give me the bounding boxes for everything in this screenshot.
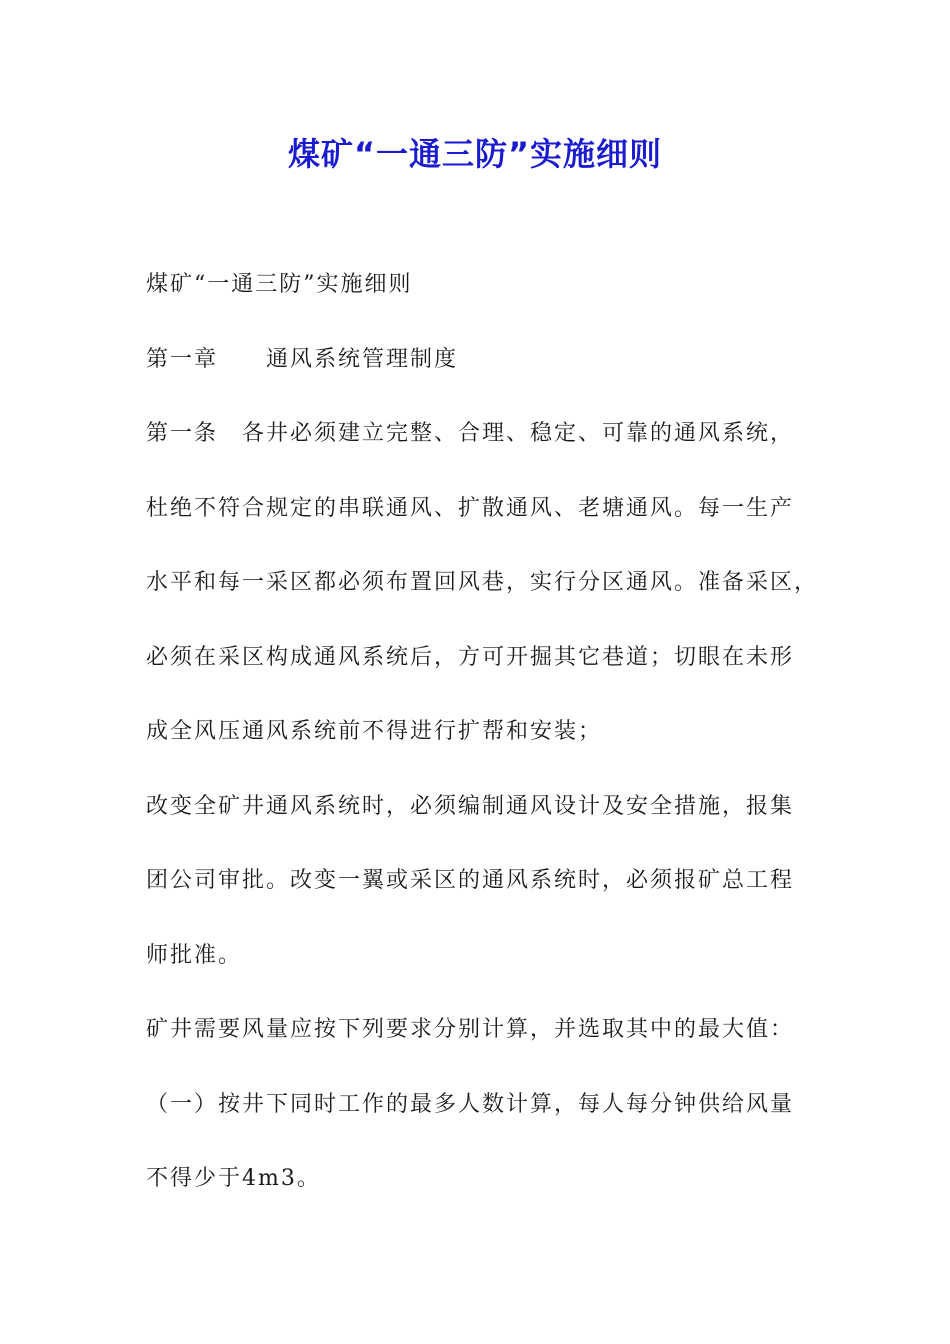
body-line: 师批准。 bbox=[146, 942, 243, 968]
document-title: 煤矿“一通三防”实施细则 bbox=[287, 135, 663, 173]
body-line: 水平和每一采区都必须布置回风巷，实行分区通风。准备采区， bbox=[146, 570, 819, 595]
body-line: （一）按井下同时工作的最多人数计算，每人每分钟供给风量 bbox=[146, 1091, 795, 1117]
document-body bbox=[146, 265, 836, 1234]
body-line: 不得少于4m3。 bbox=[146, 1166, 321, 1191]
body-line: 必须在采区构成通风系统后，方可开掘其它巷道；切眼在未形 bbox=[146, 644, 795, 670]
body-line: 团公司审批。改变一翼或采区的通风系统时，必须报矿总工程 bbox=[146, 868, 795, 893]
body-line: 成全风压通风系统前不得进行扩帮和安装； bbox=[146, 719, 603, 744]
body-line: 矿井需要风量应按下列要求分别计算，并选取其中的最大值： bbox=[146, 1017, 795, 1042]
body-line: 改变全矿井通风系统时，必须编制通风设计及安全措施，报集 bbox=[146, 793, 795, 819]
body-line: 杜绝不符合规定的串联通风、扩散通风、老塘通风。每一生产 bbox=[146, 495, 795, 521]
body-line-subtitle: 煤矿“一通三防”实施细则 bbox=[146, 272, 413, 297]
body-line-chapter-heading: 第一章 通风系统管理制度 bbox=[146, 346, 459, 372]
body-line: 第一条 各井必须建立完整、合理、稳定、可靠的通风系统， bbox=[146, 421, 795, 446]
